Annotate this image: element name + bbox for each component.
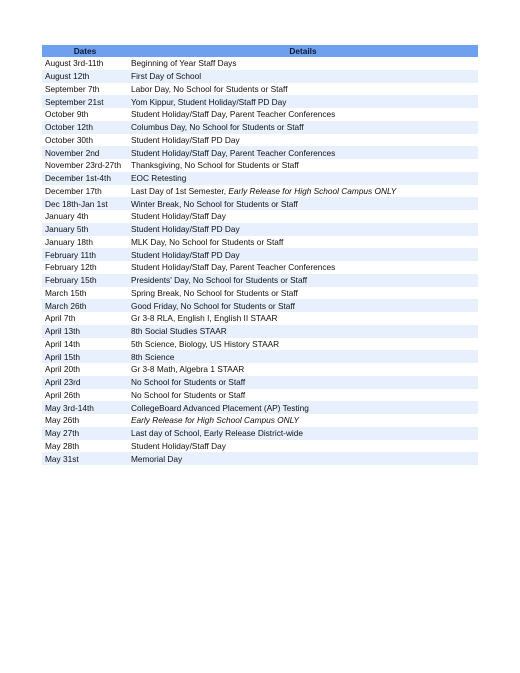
detail-text: Presidents' Day, No School for Students or Staff: [131, 275, 308, 286]
detail-cell: [128, 210, 478, 223]
date-cell: February 15th: [42, 274, 128, 287]
table-row: [42, 338, 478, 351]
detail-cell: [128, 452, 478, 465]
header-dates: Dates: [42, 45, 128, 57]
detail-text: First Day of School: [131, 71, 202, 82]
detail-cell: [128, 414, 478, 427]
table-row: [42, 95, 478, 108]
detail-cell: [128, 312, 478, 325]
table-row: [42, 325, 478, 338]
detail-text: Student Holiday/Staff Day, Parent Teacher Conferences: [131, 147, 336, 158]
date-cell: March 26th: [42, 299, 128, 312]
date-cell: September 21st: [42, 95, 128, 108]
detail-cell: [128, 248, 478, 261]
date-cell: January 5th: [42, 223, 128, 236]
detail-text: Gr 3-8 Math, Algebra 1 STAAR: [131, 364, 245, 375]
table-row: [42, 210, 478, 223]
detail-text: 8th Social Studies STAAR: [131, 326, 227, 337]
detail-cell: [128, 197, 478, 210]
detail-text: No School for Students or Staff: [131, 389, 246, 400]
date-cell: April 23rd: [42, 376, 128, 389]
detail-cell: [128, 134, 478, 147]
table-row: [42, 427, 478, 440]
detail-text: Columbus Day, No School for Students or Staff: [131, 122, 304, 133]
detail-text: 8th Science: [131, 351, 175, 362]
table-row: [42, 363, 478, 376]
detail-text: CollegeBoard Advanced Placement (AP) Testing: [131, 402, 309, 413]
table-body: [42, 57, 478, 465]
detail-cell: [128, 325, 478, 338]
date-cell: April 26th: [42, 389, 128, 402]
table-row: [42, 287, 478, 300]
table-row: [42, 376, 478, 389]
detail-text: Gr 3-8 RLA, English I, English II STAAR: [131, 313, 278, 324]
date-cell: May 27th: [42, 427, 128, 440]
table-row: [42, 261, 478, 274]
detail-cell: [128, 376, 478, 389]
detail-cell: [128, 121, 478, 134]
detail-text: Student Holiday/Staff PD Day: [131, 134, 240, 145]
table-row: [42, 236, 478, 249]
date-cell: April 7th: [42, 312, 128, 325]
detail-cell: [128, 159, 478, 172]
detail-text: Student Holiday/Staff Day: [131, 211, 226, 222]
detail-text: Memorial Day: [131, 453, 183, 464]
table-row: [42, 223, 478, 236]
detail-cell: [128, 185, 478, 198]
table-row: [42, 83, 478, 96]
date-cell: May 28th: [42, 440, 128, 453]
detail-text: No School for Students or Staff: [131, 377, 246, 388]
detail-cell: [128, 95, 478, 108]
detail-text: Good Friday, No School for Students or Staff: [131, 300, 295, 311]
date-cell: October 9th: [42, 108, 128, 121]
detail-cell: [128, 274, 478, 287]
detail-cell: [128, 338, 478, 351]
date-cell: February 11th: [42, 248, 128, 261]
table-row: [42, 440, 478, 453]
detail-cell: [128, 108, 478, 121]
detail-cell: [128, 236, 478, 249]
detail-cell: [128, 363, 478, 376]
detail-italic-text: Early Release for High School Campus ONLY: [131, 415, 300, 426]
detail-cell: [128, 146, 478, 159]
date-cell: February 12th: [42, 261, 128, 274]
detail-cell: [128, 389, 478, 402]
date-cell: Dec 18th-Jan 1st: [42, 197, 128, 210]
table-row: [42, 159, 478, 172]
table-row: [42, 401, 478, 414]
table-row: [42, 248, 478, 261]
table-header-row: [42, 45, 478, 57]
detail-cell: [128, 83, 478, 96]
date-cell: April 13th: [42, 325, 128, 338]
table-row: [42, 452, 478, 465]
table-row: [42, 185, 478, 198]
detail-text: Spring Break, No School for Students or Staff: [131, 287, 298, 298]
calendar-table: [42, 45, 478, 465]
date-cell: March 15th: [42, 287, 128, 300]
date-cell: September 7th: [42, 83, 128, 96]
detail-text: Thanksgiving, No School for Students or Staff: [131, 160, 299, 171]
date-cell: May 26th: [42, 414, 128, 427]
detail-text: Beginning of Year Staff Days: [131, 58, 237, 69]
detail-italic-text: Early Release for High School Campus ONLY: [228, 185, 397, 196]
detail-text: Student Holiday/Staff Day: [131, 440, 226, 451]
table-row: [42, 172, 478, 185]
date-cell: August 12th: [42, 70, 128, 83]
detail-cell: [128, 440, 478, 453]
detail-cell: [128, 299, 478, 312]
detail-text: 5th Science, Biology, US History STAAR: [131, 338, 280, 349]
detail-cell: [128, 350, 478, 363]
date-cell: December 17th: [42, 185, 128, 198]
table-row: [42, 146, 478, 159]
table-row: [42, 389, 478, 402]
date-cell: October 30th: [42, 134, 128, 147]
detail-text: Student Holiday/Staff PD Day: [131, 249, 240, 260]
table-row: [42, 274, 478, 287]
detail-cell: [128, 287, 478, 300]
detail-text: Yom Kippur, Student Holiday/Staff PD Day: [131, 96, 287, 107]
date-cell: January 4th: [42, 210, 128, 223]
table-row: [42, 70, 478, 83]
table-row: [42, 108, 478, 121]
detail-cell: [128, 57, 478, 70]
date-cell: January 18th: [42, 236, 128, 249]
detail-cell: [128, 70, 478, 83]
detail-text: Student Holiday/Staff Day, Parent Teacher Conferences: [131, 262, 336, 273]
detail-text: Last Day of 1st Semester,: [131, 185, 229, 196]
date-cell: August 3rd-11th: [42, 57, 128, 70]
table-row: [42, 197, 478, 210]
detail-text: MLK Day, No School for Students or Staff: [131, 236, 284, 247]
header-details: Details: [128, 45, 478, 57]
detail-text: Winter Break, No School for Students or Staff: [131, 198, 298, 209]
date-cell: October 12th: [42, 121, 128, 134]
detail-text: EOC Retesting: [131, 173, 187, 184]
date-cell: May 3rd-14th: [42, 401, 128, 414]
detail-cell: [128, 401, 478, 414]
table-row: [42, 299, 478, 312]
table-row: [42, 134, 478, 147]
date-cell: December 1st-4th: [42, 172, 128, 185]
detail-text: Student Holiday/Staff PD Day: [131, 224, 240, 235]
table-row: [42, 312, 478, 325]
detail-text: Labor Day, No School for Students or Staff: [131, 83, 288, 94]
detail-cell: [128, 261, 478, 274]
detail-cell: [128, 427, 478, 440]
table-row: [42, 121, 478, 134]
date-cell: November 23rd-27th: [42, 159, 128, 172]
detail-text: Last day of School, Early Release District-wide: [131, 428, 304, 439]
date-cell: April 15th: [42, 350, 128, 363]
date-cell: May 31st: [42, 452, 128, 465]
table-row: [42, 350, 478, 363]
date-cell: April 14th: [42, 338, 128, 351]
detail-text: Student Holiday/Staff Day, Parent Teacher Conferences: [131, 109, 336, 120]
table-row: [42, 414, 478, 427]
date-cell: November 2nd: [42, 146, 128, 159]
detail-cell: [128, 172, 478, 185]
date-cell: April 20th: [42, 363, 128, 376]
detail-cell: [128, 223, 478, 236]
table-row: [42, 57, 478, 70]
